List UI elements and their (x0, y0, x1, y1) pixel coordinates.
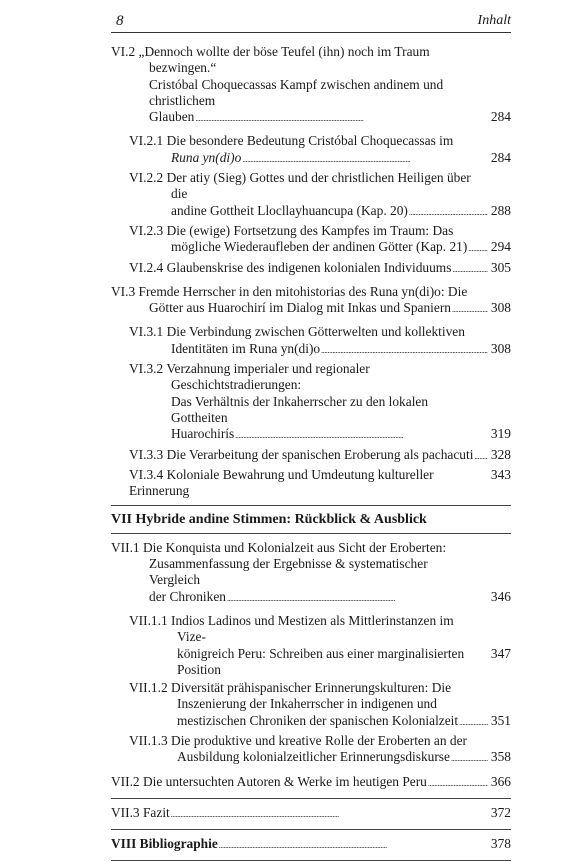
page-ref: 284 (490, 109, 511, 125)
divider (111, 533, 511, 534)
page-number: 8 (116, 13, 124, 29)
toc-entry-viii[interactable]: VIII Bibliographie . . . 378 (111, 836, 511, 854)
chapter-heading-vii[interactable]: VII Hybride andine Stimmen: Rückblick & Ausblick (111, 512, 427, 528)
divider (111, 829, 511, 830)
toc-entry-vii-1-1[interactable]: VII.1.1 Indios Ladinos und Mestizen als Mittlerinstanzen im Vize- königreich Peru: Schreiben aus einer marginalisierten Position 347 (129, 612, 511, 677)
running-head: Inhalt (477, 13, 511, 28)
page-header (111, 12, 511, 33)
table-of-contents (111, 44, 511, 867)
toc-entry-vii-2[interactable]: VII.2 Die untersuchten Autoren & Werke im heutigen Peru . . . 366 (111, 774, 511, 792)
divider (111, 860, 511, 861)
toc-entry-vi-3-2[interactable]: VI.3.2 Verzahnung imperialer und regionaler Geschichtstradierungen: Das Verhältnis der Inkaherrscher zu den lokalen Gottheiten Huarochirís . . . 319 (129, 361, 511, 444)
toc-entry-vii-1-3[interactable]: VII.1.3 Die produktive und kreative Rolle der Eroberten an der Ausbildung kolonialzeitlicher Erinnerungsdiskurse . . . 358 (129, 733, 511, 768)
toc-entry-vi-3-1[interactable]: VI.3.1 Die Verbindung zwischen Götterwelten und kollektiven Identitäten im Runa yn(di)o . . . 308 (129, 324, 511, 359)
divider (111, 798, 511, 799)
toc-entry-vi-3[interactable]: VI.3 Fremde Herrscher in den mitohistorias des Runa yn(di)o: Die Götter aus Huarochirí im Dialog mit Inkas und Spaniern . . . 308 (111, 284, 511, 319)
toc-entry-vi-3-4[interactable]: VI.3.4 Koloniale Bewahrung und Umdeutung kultureller Erinnerung 343 (129, 466, 511, 499)
toc-entry-vii-1-2[interactable]: VII.1.2 Diversität prähispanischer Erinnerungskulturen: Die Inszenierung der Inkaherrscher in indigenen und mestizischen Chroniken der spanischen Kolonialzeit . . . 351 (129, 680, 511, 731)
toc-entry-vi-3-3[interactable]: VI.3.3 Die Verarbeitung der spanischen Eroberung als pachacuti . . . 328 (129, 447, 511, 465)
toc-entry-vi-2-3[interactable]: VI.2.3 Die (ewige) Fortsetzung des Kampfes im Traum: Das mögliche Wiederaufleben der andinen Götter (Kap. 21) . . . 294 (129, 223, 511, 258)
divider (111, 505, 511, 506)
toc-entry-vii-1[interactable]: VII.1 Die Konquista und Kolonialzeit aus Sicht der Eroberten: Zusammenfassung der Ergebnisse & systematischer Vergleich der Chroniken . . . 346 (111, 540, 511, 607)
toc-entry-vi-2-1[interactable]: VI.2.1 Die besondere Bedeutung Cristóbal Choquecassas im Runa yn(di)o . . . 284 (129, 133, 511, 168)
toc-entry-vi-2[interactable]: VI.2 „Dennoch wollte der böse Teufel (ihn) noch im Traum bezwingen.“ Cristóbal Choquecassas Kampf zwischen andinem und christlichem Glauben . . . 284 (111, 44, 511, 127)
toc-entry-vi-2-2[interactable]: VI.2.2 Der atiy (Sieg) Gottes und der christlichen Heiligen über die andine Gottheit Llocllayhuancupa (Kap. 20) . . . 288 (129, 170, 511, 221)
toc-entry-vii-3[interactable]: VII.3 Fazit . . . 372 (111, 805, 511, 823)
toc-entry-vi-2-4[interactable]: VI.2.4 Glaubenskrise des indigenen kolonialen Individuums . . . 305 (129, 260, 511, 278)
